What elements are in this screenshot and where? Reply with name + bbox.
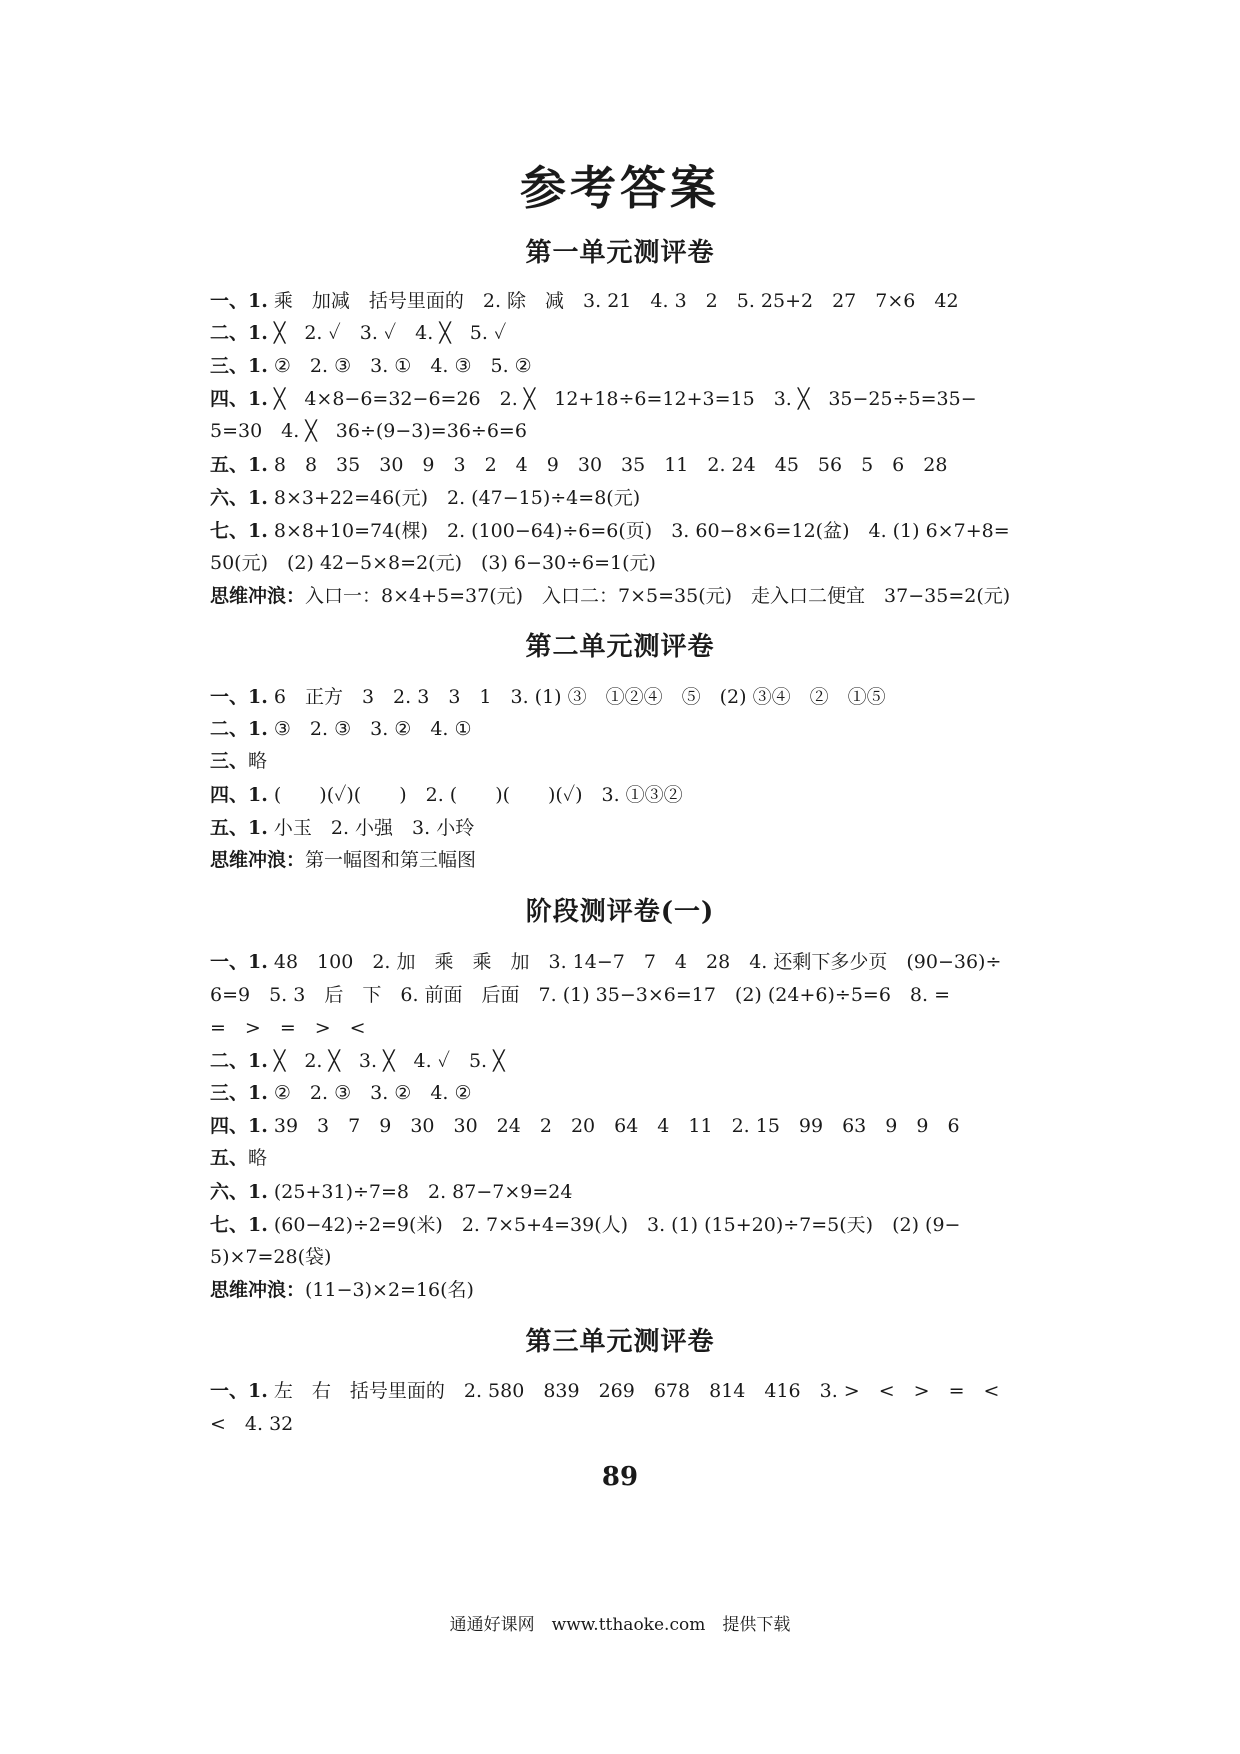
- footer-credit: 通通好课网 www.tthaoke.com 提供下载: [449, 1615, 791, 1635]
- answer-line: 6=9 5. 3 后 下 6. 前面 后面 7. (1) 35−3×6=17 (2) (24+6)÷5=6 8. =: [210, 984, 950, 1006]
- section-heading-stage-1: 阶段测评卷(一): [525, 897, 715, 927]
- answer-line: 思维冲浪：(11−3)×2=16(名): [210, 1279, 474, 1301]
- answer-line: 五、略: [210, 1147, 268, 1169]
- answer-line: 四、1. ( )(✓)( ) 2. ( )( )(✓) 3. ①③②: [210, 784, 683, 806]
- answer-line: 一、1. 乘 加减 括号里面的 2. 除 减 3. 21 4. 3 2 5. 25+2 27 7×6 42: [210, 290, 959, 312]
- answer-line: 二、1. ╳ 2. ✓ 3. ✓ 4. ╳ 5. ✓: [210, 322, 507, 344]
- answer-line: 五、1. 8 8 35 30 9 3 2 4 9 30 35 11 2. 24 45 56 5 6 28: [210, 454, 948, 476]
- answer-line: 二、1. ③ 2. ③ 3. ② 4. ①: [210, 718, 472, 740]
- answer-line: 一、1. 左 右 括号里面的 2. 580 839 269 678 814 416 3. > < > = <: [210, 1380, 1000, 1402]
- page-title: 参考答案: [520, 161, 720, 215]
- answer-line: 六、1. 8×3+22=46(元) 2. (47−15)÷4=8(元): [210, 487, 641, 509]
- answer-line: 思维冲浪：第一幅图和第三幅图: [210, 849, 477, 871]
- answer-line: 五、1. 小玉 2. 小强 3. 小玲: [210, 817, 475, 839]
- answer-line: 七、1. 8×8+10=74(棵) 2. (100−64)÷6=6(页) 3. 60−8×6=12(盆) 4. (1) 6×7+8=: [210, 520, 1010, 542]
- answer-line: 三、1. ② 2. ③ 3. ② 4. ②: [210, 1082, 472, 1104]
- section-heading-unit-3: 第三单元测评卷: [525, 1327, 715, 1357]
- answer-line: 四、1. 39 3 7 9 30 30 24 2 20 64 4 11 2. 15 99 63 9 9 6: [210, 1115, 960, 1137]
- answer-line: 四、1. ╳ 4×8−6=32−6=26 2. ╳ 12+18÷6=12+3=15 3. ╳ 35−25÷5=35−: [210, 388, 977, 410]
- answer-line: 二、1. ╳ 2. ╳ 3. ╳ 4. ✓ 5. ╳: [210, 1050, 505, 1072]
- answer-line: < 4. 32: [210, 1413, 294, 1435]
- answer-line: 一、1. 6 正方 3 2. 3 3 1 3. (1) ③ ①②④ ⑤ (2) ③④ ② ①⑤: [210, 686, 886, 708]
- answer-line: = > = > <: [210, 1017, 366, 1039]
- answer-line: 三、1. ② 2. ③ 3. ① 4. ③ 5. ②: [210, 355, 532, 377]
- section-heading-unit-2: 第二单元测评卷: [525, 632, 715, 662]
- page-number: 89: [601, 1462, 639, 1492]
- answer-line: 一、1. 48 100 2. 加 乘 乘 加 3. 14−7 7 4 28 4. 还剩下多少页 (90−36)÷: [210, 951, 1002, 973]
- answer-line: 七、1. (60−42)÷2=9(米) 2. 7×5+4=39(人) 3. (1) (15+20)÷7=5(天) (2) (9−: [210, 1214, 961, 1236]
- answer-line: 50(元) (2) 42−5×8=2(元) (3) 6−30÷6=1(元): [210, 552, 656, 574]
- answer-line: 三、略: [210, 750, 268, 772]
- answer-line: 六、1. (25+31)÷7=8 2. 87−7×9=24: [210, 1181, 573, 1203]
- answer-line: 思维冲浪：入口一：8×4+5=37(元) 入口二：7×5=35(元) 走入口二便宜 37−35=2(元): [210, 585, 1011, 607]
- answer-line: 5)×7=28(袋): [210, 1246, 332, 1268]
- section-heading-unit-1: 第一单元测评卷: [525, 238, 715, 268]
- answer-line: 5=30 4. ╳ 36÷(9−3)=36÷6=6: [210, 420, 527, 442]
